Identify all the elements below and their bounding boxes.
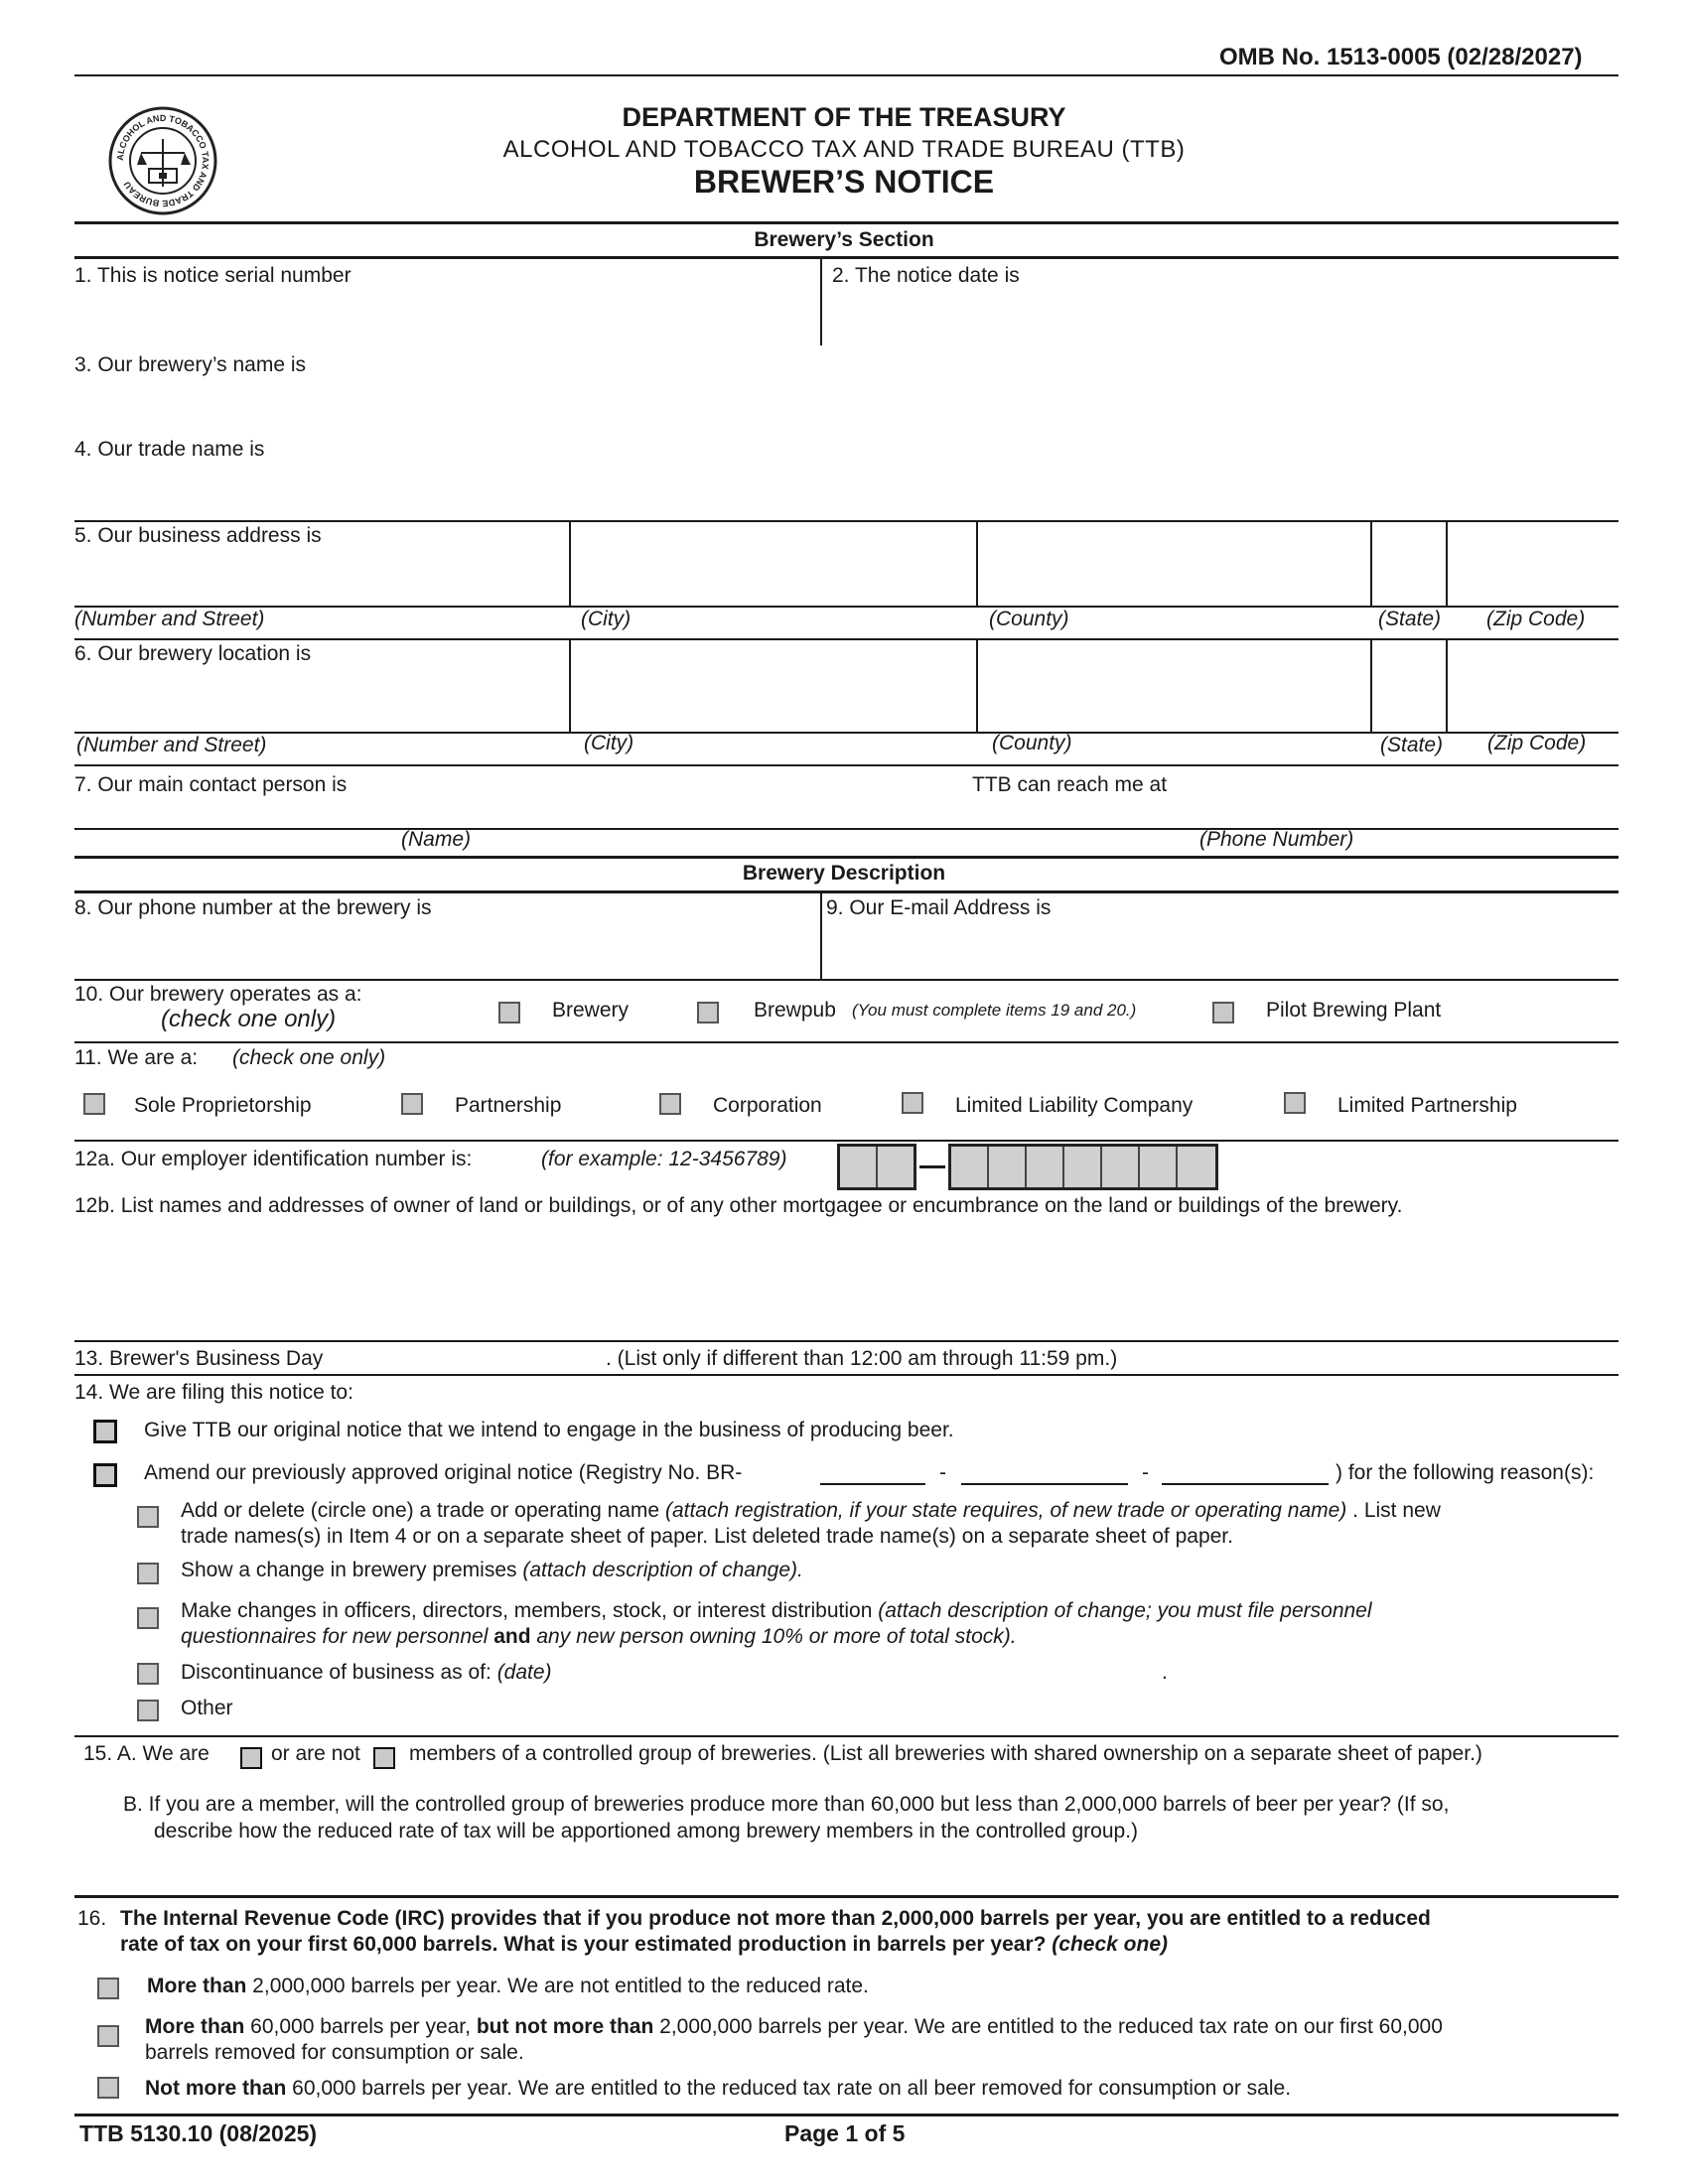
item-15b-line2: describe how the reduced rate of tax will be apportioned among brewery members in the controlled group.) bbox=[154, 1820, 1139, 1843]
production-over-2m-label: More than 2,000,000 barrels per year. We are not entitled to the reduced rate. bbox=[147, 1975, 869, 1997]
caption-phone: (Phone Number) bbox=[1199, 828, 1354, 851]
sole-proprietorship-label: Sole Proprietorship bbox=[134, 1094, 312, 1117]
caption-city: (City) bbox=[581, 608, 632, 630]
or-are-not-label: or are not bbox=[271, 1742, 360, 1765]
ein-dash bbox=[919, 1165, 945, 1168]
brewery-section-heading: Brewery’s Section bbox=[754, 228, 934, 251]
caption-zip: (Zip Code) bbox=[1486, 608, 1586, 630]
item-4-label: 4. Our trade name is bbox=[74, 438, 265, 461]
discontinuance-end: . bbox=[1162, 1661, 1168, 1684]
department-title: DEPARTMENT OF THE TREASURY bbox=[622, 102, 1066, 132]
item-16-line2: rate of tax on your first 60,000 barrels. What is your estimated production in barrels per year? (check one) bbox=[120, 1933, 1168, 1956]
original-notice-checkbox[interactable] bbox=[93, 1420, 117, 1443]
item-11-note: (check one only) bbox=[232, 1046, 386, 1069]
operates-brewery-checkbox[interactable] bbox=[498, 1002, 520, 1024]
item-10-label: 10. Our brewery operates as a: bbox=[74, 983, 362, 1006]
item-7-label: 7. Our main contact person is bbox=[74, 773, 348, 796]
item-3-label: 3. Our brewery’s name is bbox=[74, 353, 307, 376]
item-5-label: 5. Our business address is bbox=[74, 524, 322, 547]
item-15b-line1: B. If you are a member, will the controlled group of breweries produce more than 60,000 but less than 2,000,000 barrels of beer per year? (If so, bbox=[123, 1793, 1450, 1816]
caption-city: (City) bbox=[584, 732, 634, 754]
ein-prefix-field[interactable] bbox=[837, 1144, 916, 1190]
caption-county: (County) bbox=[989, 608, 1069, 630]
item-1-label: 1. This is notice serial number bbox=[74, 264, 352, 287]
ein-suffix-field[interactable] bbox=[948, 1144, 1218, 1190]
form-number: TTB 5130.10 (08/2025) bbox=[79, 2120, 318, 2146]
change-officers-checkbox[interactable] bbox=[137, 1607, 159, 1629]
member-yes-checkbox[interactable] bbox=[240, 1747, 262, 1769]
registry-field-2[interactable] bbox=[961, 1483, 1128, 1485]
production-over-2m-checkbox[interactable] bbox=[97, 1978, 119, 1999]
partnership-checkbox[interactable] bbox=[401, 1093, 423, 1115]
item-9-label: 9. Our E-mail Address is bbox=[826, 896, 1052, 919]
brewpub-note: (You must complete items 19 and 20.) bbox=[852, 1001, 1137, 1020]
caption-state: (State) bbox=[1380, 734, 1444, 756]
corporation-label: Corporation bbox=[713, 1094, 822, 1117]
caption-name: (Name) bbox=[401, 828, 472, 851]
change-officers-line2: questionnaires for new personnel and any new person owning 10% or more of total stock). bbox=[181, 1625, 1017, 1648]
other-label: Other bbox=[181, 1697, 233, 1719]
amend-notice-label: Amend our previously approved original notice (Registry No. BR- bbox=[144, 1461, 743, 1484]
registry-field-3[interactable] bbox=[1162, 1483, 1329, 1485]
discontinuance-label: Discontinuance of business as of: (date) bbox=[181, 1661, 552, 1684]
other-checkbox[interactable] bbox=[137, 1700, 159, 1721]
item-12b-label: 12b. List names and addresses of owner of land or buildings, or of any other mortgagee or encumbrance on the land or buildings of the brewery. bbox=[74, 1194, 1403, 1217]
item-8-label: 8. Our phone number at the brewery is bbox=[74, 896, 432, 919]
caption-county: (County) bbox=[992, 732, 1072, 754]
seal-text: ALCOHOL AND TOBACCO TAX AND TRADE BUREAU bbox=[114, 112, 211, 209]
item-13-label: 13. Brewer's Business Day bbox=[74, 1347, 324, 1370]
item-12a-example: (for example: 12-3456789) bbox=[541, 1148, 787, 1170]
brewery-description-heading: Brewery Description bbox=[742, 862, 946, 885]
item-7-reach-label: TTB can reach me at bbox=[972, 773, 1168, 796]
production-60k-2m-line1: More than 60,000 barrels per year, but not more than 2,000,000 barrels per year. We are entitled to the reduced tax rate on our first 60,000 bbox=[145, 2015, 1443, 2038]
bureau-title: ALCOHOL AND TOBACCO TAX AND TRADE BUREAU (TTB) bbox=[502, 136, 1186, 163]
add-delete-tradename-checkbox[interactable] bbox=[137, 1506, 159, 1528]
caption-state: (State) bbox=[1378, 608, 1442, 630]
operates-pilot-plant-label: Pilot Brewing Plant bbox=[1266, 999, 1442, 1022]
llc-checkbox[interactable] bbox=[902, 1092, 923, 1114]
add-delete-tradename-line1: Add or delete (circle one) a trade or operating name (attach registration, if your state requires, of new trade or operating name) . List new bbox=[181, 1499, 1441, 1522]
page-number: Page 1 of 5 bbox=[784, 2120, 906, 2146]
discontinuance-checkbox[interactable] bbox=[137, 1663, 159, 1685]
change-premises-label: Show a change in brewery premises (attach description of change). bbox=[181, 1559, 803, 1581]
caption-zip: (Zip Code) bbox=[1487, 732, 1587, 754]
llc-label: Limited Liability Company bbox=[955, 1094, 1194, 1117]
item-11-label: 11. We are a: bbox=[74, 1046, 199, 1069]
change-premises-checkbox[interactable] bbox=[137, 1563, 159, 1584]
sole-proprietorship-checkbox[interactable] bbox=[83, 1093, 105, 1115]
item-13-note: . (List only if different than 12:00 am through 11:59 pm.) bbox=[606, 1347, 1118, 1370]
item-6-label: 6. Our brewery location is bbox=[74, 642, 312, 665]
production-under-60k-checkbox[interactable] bbox=[97, 2077, 119, 2099]
item-16-number: 16. bbox=[77, 1907, 107, 1930]
item-15a-text: members of a controlled group of breweries. (List all breweries with shared ownership on a separate sheet of paper.) bbox=[409, 1742, 1482, 1765]
operates-brewpub-checkbox[interactable] bbox=[697, 1002, 719, 1024]
production-under-60k-label: Not more than 60,000 barrels per year. We are entitled to the reduced tax rate on all beer removed for consumption or sale. bbox=[145, 2077, 1292, 2100]
item-14-label: 14. We are filing this notice to: bbox=[74, 1381, 353, 1404]
registry-field-1[interactable] bbox=[820, 1483, 925, 1485]
registry-dash-1: - bbox=[939, 1461, 946, 1484]
partnership-label: Partnership bbox=[455, 1094, 562, 1117]
registry-dash-2: - bbox=[1142, 1461, 1149, 1484]
caption-street: (Number and Street) bbox=[74, 608, 265, 630]
omb-number: OMB No. 1513-0005 (02/28/2027) bbox=[1219, 44, 1583, 70]
corporation-checkbox[interactable] bbox=[659, 1093, 681, 1115]
operates-brewery-label: Brewery bbox=[552, 999, 630, 1022]
limited-partnership-label: Limited Partnership bbox=[1337, 1094, 1517, 1117]
item-15a-label: 15. A. We are bbox=[83, 1742, 210, 1765]
add-delete-tradename-line2: trade names(s) in Item 4 or on a separate sheet of paper. List deleted trade name(s) on a separate sheet of paper. bbox=[181, 1525, 1233, 1548]
item-16-line1: The Internal Revenue Code (IRC) provides that if you produce not more than 2,000,000 barrels per year, you are entitled to a reduced bbox=[120, 1907, 1431, 1930]
caption-street: (Number and Street) bbox=[76, 734, 267, 756]
form-title: BREWER’S NOTICE bbox=[693, 164, 995, 200]
item-2-label: 2. The notice date is bbox=[832, 264, 1020, 287]
item-10-note: (check one only) bbox=[161, 1006, 337, 1032]
original-notice-label: Give TTB our original notice that we intend to engage in the business of producing beer. bbox=[144, 1419, 954, 1441]
change-officers-line1: Make changes in officers, directors, members, stock, or interest distribution (attach description of change; you must file personnel bbox=[181, 1599, 1372, 1622]
operates-pilot-plant-checkbox[interactable] bbox=[1212, 1002, 1234, 1024]
amend-notice-checkbox[interactable] bbox=[93, 1463, 117, 1487]
production-60k-2m-checkbox[interactable] bbox=[97, 2025, 119, 2047]
item-12a-label: 12a. Our employer identification number is: bbox=[74, 1148, 473, 1170]
limited-partnership-checkbox[interactable] bbox=[1284, 1092, 1306, 1114]
member-no-checkbox[interactable] bbox=[373, 1747, 395, 1769]
amend-notice-reason-label: ) for the following reason(s): bbox=[1336, 1461, 1595, 1484]
production-60k-2m-line2: barrels removed for consumption or sale. bbox=[145, 2041, 524, 2064]
operates-brewpub-label: Brewpub bbox=[754, 999, 836, 1022]
